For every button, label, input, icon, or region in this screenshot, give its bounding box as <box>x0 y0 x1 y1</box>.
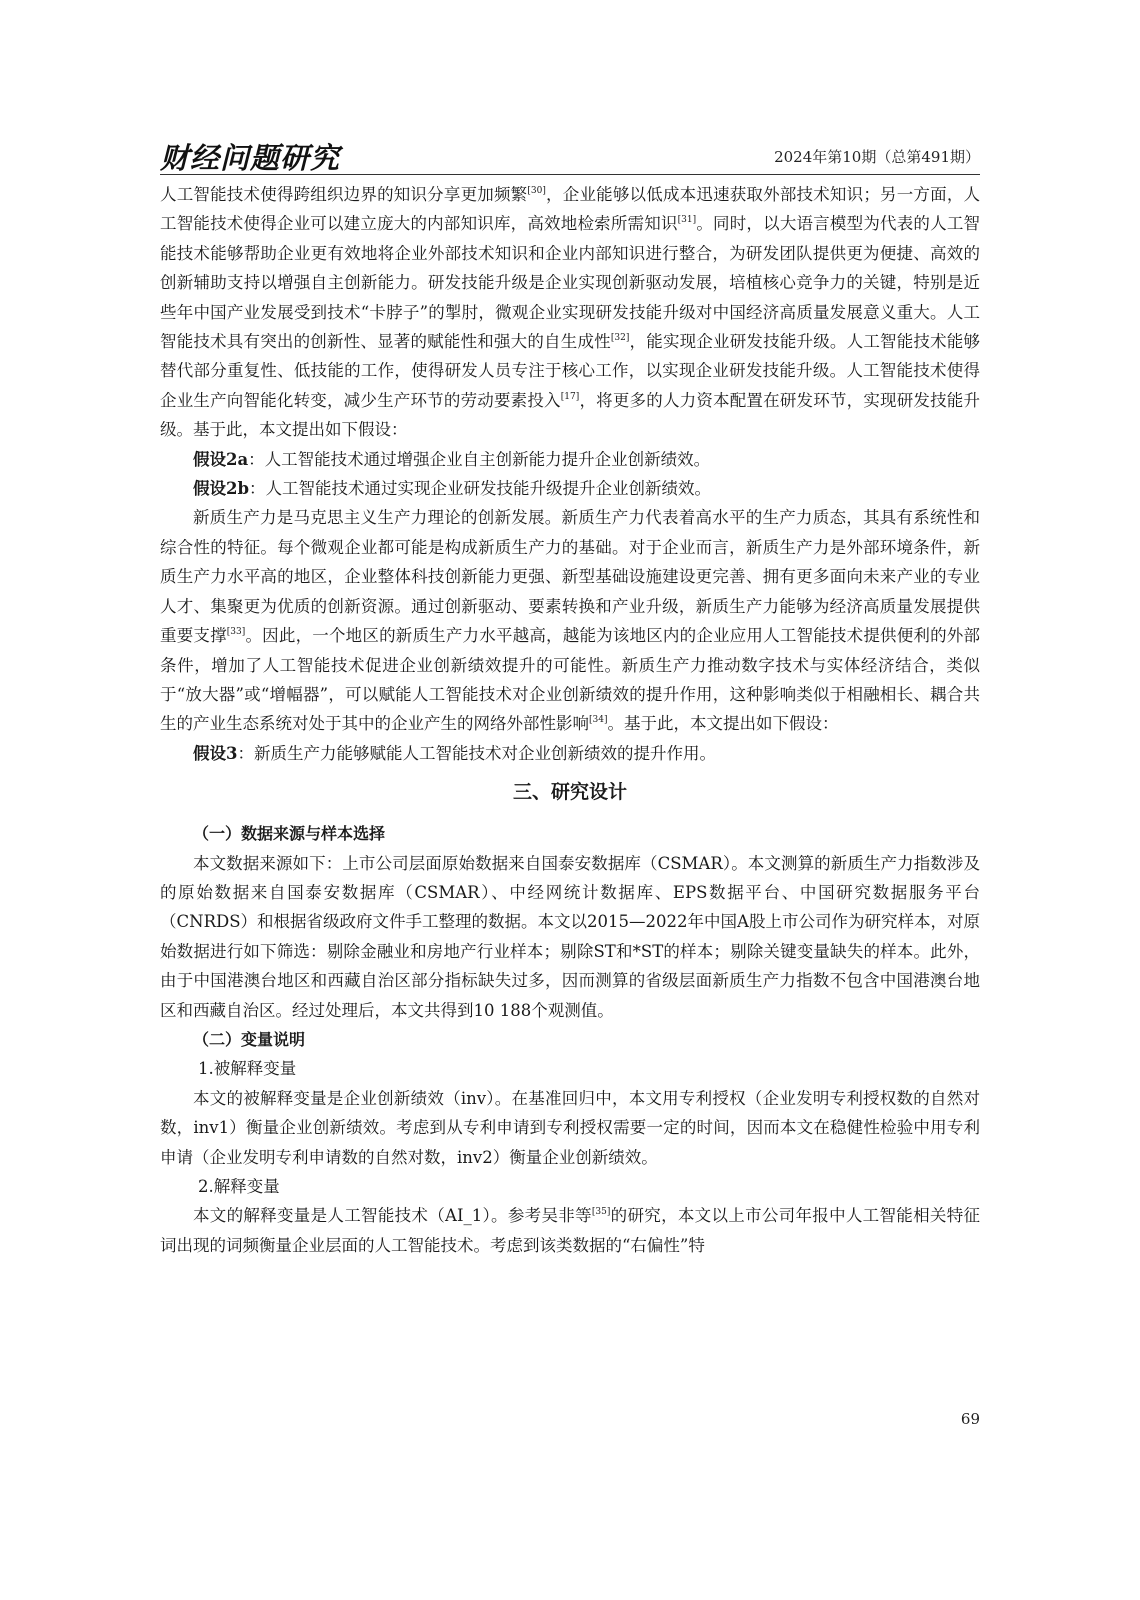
page-number: 69 <box>960 1410 980 1428</box>
hypothesis-2b: 假设2b：人工智能技术通过实现企业研发技能升级提升企业创新绩效。 <box>193 479 712 499</box>
citation[interactable]: [31] <box>677 215 697 226</box>
paragraph-continued: 人工智能技术使得跨组织边界的知识分享更加频繁[30]，企业能够以低成本迅速获取外部技术知识；另一方面，人工智能技术使得企业可以建立庞大的内部知识库，高效地检索所需知识[31]。同时，以大语言模型为代表的人工智能技术能够帮助企业更有效地将企业外部技术知识和企业内部知识进行整合，为研发团队提供更为便捷、高效的创新辅助支持以增强自主创新能力。研发技能升级是企业实现创新驱动发展，培植核心竞争力的关键，特别是近些年中国产业发展受到技术“卡脖子”的掣肘，微观企业实现研发技能升级对中国经济高质量发展意义重大。人工智能技术具有突出的创新性、显著的赋能性和强大的自生成性[32]，能实现企业研发技能升级。人工智能技术能够替代部分重复性、低技能的工作，使得研发人员专注于核心工作，以实现企业研发技能升级。人工智能技术使得企业生产向智能化转变，减少生产环节的劳动要素投入[17]，将更多的人力资本配置在研发环节，实现研发技能升级。基于此，本文提出如下假设： <box>160 185 981 440</box>
header-rule <box>160 174 980 175</box>
journal-logo: 财经问题研究 <box>160 141 341 175</box>
page-header <box>160 136 980 174</box>
paragraph: 本文的解释变量是人工智能技术（AI_1）。参考吴非等[35]的研究，本文以上市公司年报中人工智能相关特征词出现的词频衡量企业层面的人工智能技术。考虑到该类数据的“右偏性”特 <box>160 1206 980 1255</box>
citation[interactable]: [34] <box>589 715 608 726</box>
item-title: 1.被解释变量 <box>198 1059 297 1079</box>
issue-info: 2024年第10期（总第491期） <box>774 148 980 166</box>
citation[interactable]: [30] <box>527 186 546 196</box>
paragraph: 本文数据来源如下：上市公司层面原始数据来自国泰安数据库（CSMAR）。本文测算的新质生产力指数涉及的原始数据来自国泰安数据库（CSMAR）、中经网统计数据库、EPS数据平台、中国研究数据服务平台（CNRDS）和根据省级政府文件手工整理的数据。本文以2015—2022年中国A股上市公司作为研究样本，对原始数据进行如下筛选：剔除金融业和房地产行业样本；剔除ST和*ST的样本；剔除关键变量缺失的样本。此外，由于中国港澳台地区和西藏自治区部分指标缺失过多，因而测算的省级层面新质生产力指数不包含中国港澳台地区和西藏自治区。经过处理后，本文共得到10 188个观测值。 <box>160 853 980 1020</box>
subsection-title: （一）数据来源与样本选择 <box>193 824 386 844</box>
citation[interactable]: [32] <box>610 333 630 344</box>
hypothesis-label: 假设2a <box>193 449 249 469</box>
citation[interactable]: [35] <box>591 1207 611 1218</box>
article-body <box>160 180 980 1260</box>
section-title: 三、研究设计 <box>512 781 627 804</box>
hypothesis-2a: 假设2a：人工智能技术通过增强企业自主创新能力提升企业创新绩效。 <box>193 449 711 469</box>
paragraph: 本文的被解释变量是企业创新绩效（inv）。在基准回归中，本文用专利授权（企业发明专利授权数的自然对数，inv1）衡量企业创新绩效。考虑到从专利申请到专利授权需要一定的时间，因而本文在稳健性检验中用专利申请（企业发明专利申请数的自然对数，inv2）衡量企业创新绩效。 <box>160 1088 980 1167</box>
citation[interactable]: [33] <box>226 627 246 638</box>
citation[interactable]: [17] <box>560 391 580 402</box>
paragraph: 新质生产力是马克思主义生产力理论的创新发展。新质生产力代表着高水平的生产力质态，其具有系统性和综合性的特征。每个微观企业都可能是构成新质生产力的基础。对于企业而言，新质生产力是外部环境条件，新质生产力水平高的地区，企业整体科技创新能力更强、新型基础设施建设更完善、拥有更多面向未来产业的专业人才、集聚更为优质的创新资源。通过创新驱动、要素转换和产业升级，新质生产力能够为经济高质量发展提供重要支撑[33]。因此，一个地区的新质生产力水平越高，越能为该地区内的企业应用人工智能技术提供便利的外部条件，增加了人工智能技术促进企业创新绩效提升的可能性。新质生产力推动数字技术与实体经济结合，类似于“放大器”或“增幅器”，可以赋能人工智能技术对企业创新绩效的提升作用，这种影响类似于相融相长、耦合共生的产业生态系统对处于其中的企业产生的网络外部性影响[34]。基于此，本文提出如下假设： <box>160 508 981 734</box>
hypothesis-label: 假设3 <box>193 743 238 763</box>
subsection-title: （二）变量说明 <box>193 1029 306 1049</box>
hypothesis-3: 假设3：新质生产力能够赋能人工智能技术对企业创新绩效的提升作用。 <box>193 743 716 763</box>
item-title: 2.解释变量 <box>198 1177 280 1196</box>
hypothesis-label: 假设2b <box>193 479 250 499</box>
